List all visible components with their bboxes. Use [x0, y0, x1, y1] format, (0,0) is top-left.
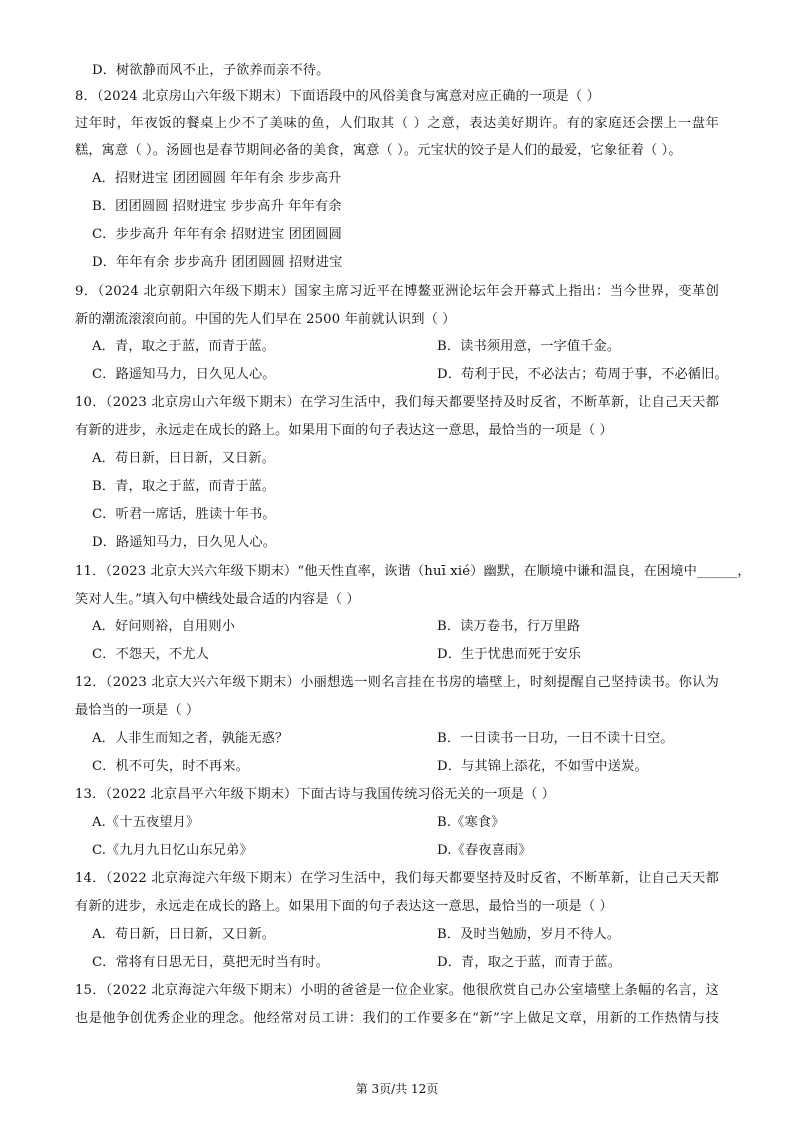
answer-option-line [92, 728, 674, 750]
line-text: A．招财进宝 团团圆圆 年年有余 步步高升 [92, 171, 342, 186]
line-text-col2: B．读书须用意，一字值千金。 [437, 339, 621, 354]
answer-option-line [92, 476, 275, 498]
answer-option-line [92, 364, 728, 386]
line-text-col2: D.《春夜喜雨》 [437, 843, 532, 858]
question-text-line [75, 868, 719, 890]
question-text-line [75, 281, 719, 303]
answer-option-line [92, 532, 276, 554]
line-text: A．好问则裕，自用则小 [92, 619, 236, 634]
line-text-col2: D．生于忧患而死于安乐 [437, 647, 582, 662]
question-text-line [75, 700, 199, 722]
line-text-col2: B．读万卷书，行万里路 [437, 619, 581, 634]
line-text: A．苟日新，日日新，又日新。 [92, 927, 276, 942]
line-text: B．青，取之于蓝，而青于蓝。 [92, 479, 276, 494]
line-text: D．年年有余 步步高升 团团圆圆 招财进宝 [92, 255, 343, 270]
line-text: C．不怨天，不尤人 [92, 647, 209, 662]
question-text-line [75, 784, 555, 806]
line-text: 最恰当的一项是（ ） [75, 703, 200, 718]
answer-option-line [92, 756, 648, 778]
answer-option-line [92, 336, 621, 358]
answer-option-line [92, 644, 582, 666]
line-text: 笑对人生。”填入句中横线处最合适的内容是（ ） [75, 592, 360, 607]
answer-option-line [92, 196, 342, 218]
line-text: A．苟日新，日日新，又日新。 [92, 451, 276, 466]
question-text-line [75, 980, 719, 1002]
line-text: 13．（2022 北京昌平六年级下期末）下面古诗与我国传统习俗无关的一项是（ ） [75, 787, 556, 802]
question-text-line [75, 672, 719, 694]
line-text: C.《九月九日忆山东兄弟》 [92, 843, 253, 858]
line-text-col2: B．及时当勉励，岁月不待人。 [437, 927, 621, 942]
answer-option-line [92, 924, 621, 946]
line-text: D．树欲静而风不止，子欲养而亲不待。 [92, 63, 330, 78]
line-text-col2: D．与其锦上添花，不如雪中送炭。 [437, 759, 648, 774]
line-text-col2: D．苟利于民，不必法古；苟周于事，不必循旧。 [437, 367, 728, 382]
answer-option-line [92, 448, 275, 470]
question-text-line [75, 309, 456, 331]
line-text: 11．（2023 北京大兴六年级下期末）“他天性直率，诙谐（huī xié）幽默，在顺境中谦和温良，在困境中______， [75, 564, 751, 579]
line-text: C．听君一席话，胜读十年书。 [92, 507, 276, 522]
answer-option-line [92, 812, 505, 834]
line-text: C．路遥知马力，日久见人心。 [92, 367, 276, 382]
answer-option-line [92, 224, 342, 246]
answer-option-line [92, 616, 581, 638]
line-text: 9．（2024 北京朝阳六年级下期末）国家主席习近平在博鳌亚洲论坛年会开幕式上指出：当今世界，变革创 [75, 284, 719, 299]
line-text: 糕，寓意（ ）。汤圆也是春节期间必备的美食，寓意（ ）。元宝状的饺子是人们的最爱，它象征着（ ）。 [75, 143, 682, 158]
question-text-line [75, 113, 719, 135]
question-text-line [75, 589, 360, 611]
line-text: 14．（2022 北京海淀六年级下期末）在学习生活中，我们每天都要坚持及时反省，不断革新，让自己天天都 [75, 871, 719, 886]
answer-option-line [92, 60, 329, 82]
line-text: 过年时，年夜饭的餐桌上少不了美味的鱼，人们取其（ ）之意，表达美好期许。有的家庭还会摆上一盘年 [75, 116, 719, 131]
question-text-line [75, 1008, 719, 1030]
line-text: 8．（2024 北京房山六年级下期末）下面语段中的风俗美食与寓意对应正确的一项是（ ） [75, 89, 600, 104]
line-text: 新的潮流滚滚向前。中国的先人们早在 2500 年前就认识到（ ） [75, 312, 456, 327]
line-text-col2: B．一日读书一日功，一日不读十日空。 [437, 731, 674, 746]
line-text: D．路遥知马力，日久见人心。 [92, 535, 277, 550]
line-text-col2: D．青，取之于蓝，而青于蓝。 [437, 955, 622, 970]
question-text-line [75, 561, 751, 583]
answer-option-line [92, 504, 276, 526]
line-text: 10．（2023 北京房山六年级下期末）在学习生活中，我们每天都要坚持及时反省，不断革新，让自己天天都 [75, 395, 719, 410]
line-text: 有新的进步，永远走在成长的路上。如果用下面的句子表达这一意思，最恰当的一项是（ ） [75, 423, 613, 438]
line-text: C．机不可失，时不再来。 [92, 759, 249, 774]
line-text: B．团团圆圆 招财进宝 步步高升 年年有余 [92, 199, 342, 214]
question-text-line [75, 896, 613, 918]
line-text: 有新的进步，永远走在成长的路上。如果用下面的句子表达这一意思，最恰当的一项是（ ） [75, 899, 613, 914]
line-text: 也是他争创优秀企业的理念。他经常对员工讲：我们的工作要多在“新”字上做足文章，用新的工作热情与技 [75, 1011, 719, 1026]
line-text: 12．（2023 北京大兴六年级下期末）小丽想选一则名言挂在书房的墙壁上，时刻提醒自己坚持读书。你认为 [75, 675, 719, 690]
line-text: 15．（2022 北京海淀六年级下期末）小明的爸爸是一位企业家。他很欣赏自己办公室墙壁上条幅的名言，这 [75, 983, 719, 998]
line-text: A.《十五夜望月》 [92, 815, 200, 830]
line-text: A．青，取之于蓝，而青于蓝。 [92, 339, 276, 354]
line-text: C．步步高升 年年有余 招财进宝 团团圆圆 [92, 227, 343, 242]
answer-option-line [92, 168, 341, 190]
question-text-line [75, 140, 682, 162]
question-text-line [75, 420, 613, 442]
line-text-col2: B.《寒食》 [437, 815, 505, 830]
question-text-line [75, 86, 600, 108]
page-footer: 第 3页/共 12页 [355, 1082, 439, 1096]
answer-option-line [92, 952, 622, 974]
line-text: C．常将有日思无日，莫把无时当有时。 [92, 955, 329, 970]
answer-option-line [92, 840, 532, 862]
answer-option-line [92, 252, 343, 274]
question-text-line [75, 392, 719, 414]
line-text: A．人非生而知之者，孰能无惑？ [92, 731, 289, 746]
